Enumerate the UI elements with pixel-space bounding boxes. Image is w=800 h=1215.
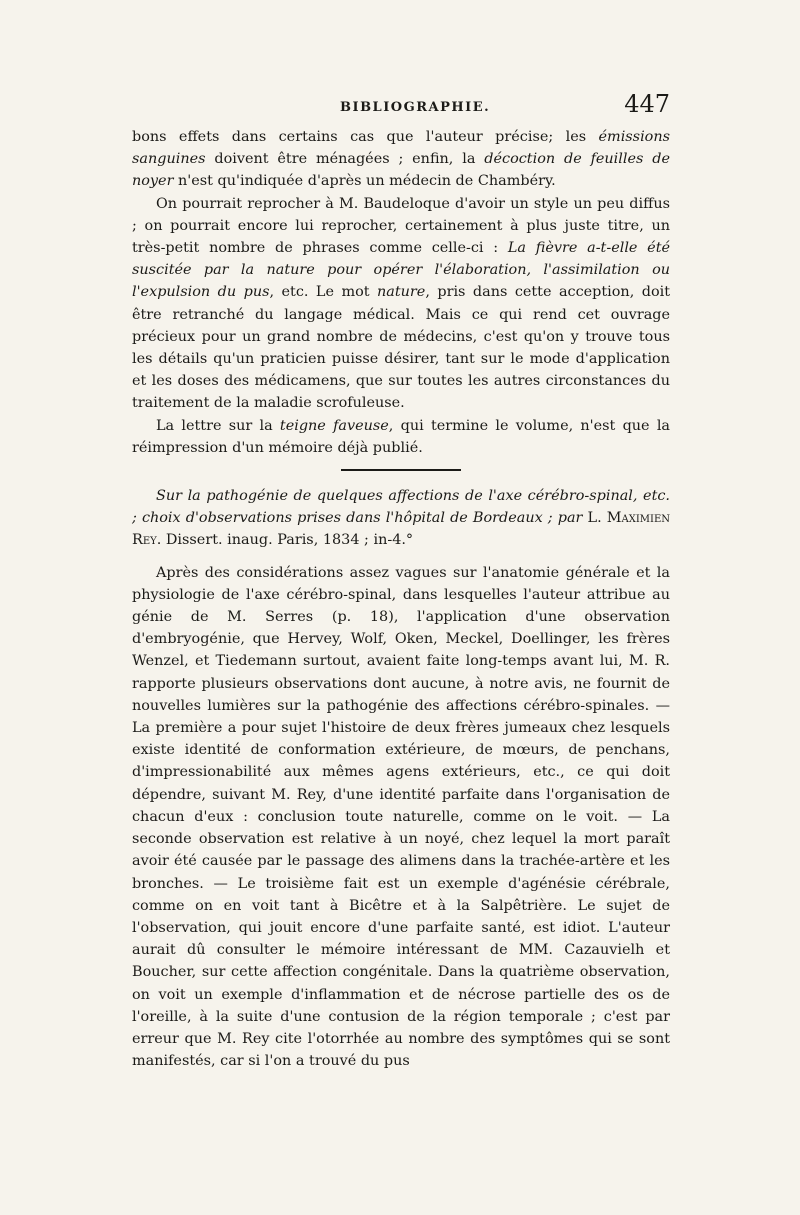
text-run: n'est qu'indiquée d'après un médecin de Chambéry. (173, 173, 556, 190)
section-divider (341, 469, 461, 471)
paragraph-teigne (132, 415, 670, 459)
author-name: Maximien Rey (132, 510, 671, 549)
text-run: doivent être ménagées ; enfin, la (205, 151, 485, 168)
paragraph-continuation (132, 126, 670, 193)
text-run: On pourrait reprocher à M. Baudeloque d'avoir un style un peu diffus ; on pourrait encore lui reprocher, certainement à plus juste titre, un très-petit nombre de phrases comme celle-ci : (132, 195, 670, 257)
paragraph-critique (132, 193, 670, 415)
text-run: La lettre sur la (156, 417, 280, 434)
text-run: , etc. Le mot (269, 284, 378, 301)
review-heading (132, 485, 670, 552)
italic-run: teigne faveuse (279, 417, 389, 434)
text-run: bons effets dans certains cas que l'auteur précise; les (132, 129, 599, 145)
text-run: , qui termine le volume, n'est que la réimpression d'un mémoire déjà publié. (132, 417, 670, 456)
review-title: Sur la pathogénie de quelques affections de l'axe cérébro-spinal, etc. ; choix d'observations prises dans l'hôpital de Bordeaux ; par (132, 488, 670, 527)
author-initial: L. (582, 510, 607, 527)
text-run: , pris dans cette acception, doit être retranché du langage médical. Mais ce qui rend cet ouvrage précieux pour un grand nombre de médecins, c'est qu'on y trouve tous les détails qu'un praticien puisse désirer, tant sur le mode d'application et les doses des médicamens, que sur toutes les autres circonstances du traitement de la maladie scrofuleuse. (132, 284, 670, 412)
italic-run: décoction de feuilles de noyer (132, 151, 670, 190)
italic-run: La fièvre a-t-elle été suscitée par la nature pour opérer l'élaboration, l'assimilation ou l'expulsion du pus (132, 240, 671, 301)
paragraph-review-body: Après des considérations assez vagues sur l'anatomie générale et la physiologie de l'axe cérébro-spinal, dans lesquelles l'auteur attribue au génie de M. Serres (p. 18), l'application d'une observation d'embryogénie, que Hervey, Wolf, Oken, Meckel, Doellinger, les frères Wenzel, et Tiedemann surtout, avaient faite long-temps avant lui, M. R. rapporte plusieurs observations dont aucune, à notre avis, ne fournit de nouvelles lumières sur la pathogénie des affections cérébro-spinales. — La première a pour sujet l'histoire de deux frères jumeaux chez lesquels existe identité de conformation extérieure, de mœurs, de penchans, d'impressionabilité aux mêmes agens extérieurs, etc., ce qui doit dépendre, suivant M. Rey, d'une identité parfaite dans l'organisation de chacun d'eux : conclusion toute naturelle, comme on le voit. — La seconde observation est relative à un noyé, chez lequel la mort paraît avoir été causée par le passage des alimens dans la trachée-artère et les bronches. — Le troisième fait est un exemple d'agénésie cérébrale, comme on en voit tant à Bicêtre et à la Salpêtrière. Le sujet de l'observation, qui jouit encore d'une parfaite santé, est idiot. L'auteur aurait dû consulter le mémoire intéressant de MM. Cazauvielh et Boucher, sur cette affection congénitale. Dans la quatrième observation, on voit un exemple d'inflammation et de nécrose partielle des os de l'oreille, à la suite d'une contusion de la région temporale ; c'est par erreur que M. Rey cite l'otorrhée au nombre des symptômes qui se sont manifestés, car si l'on a trouvé du pus (132, 564, 670, 1070)
page-header (130, 90, 670, 126)
page-number: 447 (624, 90, 670, 118)
body-text (132, 126, 670, 1072)
italic-run: émissions sanguines (132, 129, 670, 168)
citation: . Dissert. inaug. Paris, 1834 ; in-4.° (156, 532, 414, 549)
italic-run: nature (377, 284, 426, 301)
running-title: BIBLIOGRAPHIE. (340, 100, 491, 115)
